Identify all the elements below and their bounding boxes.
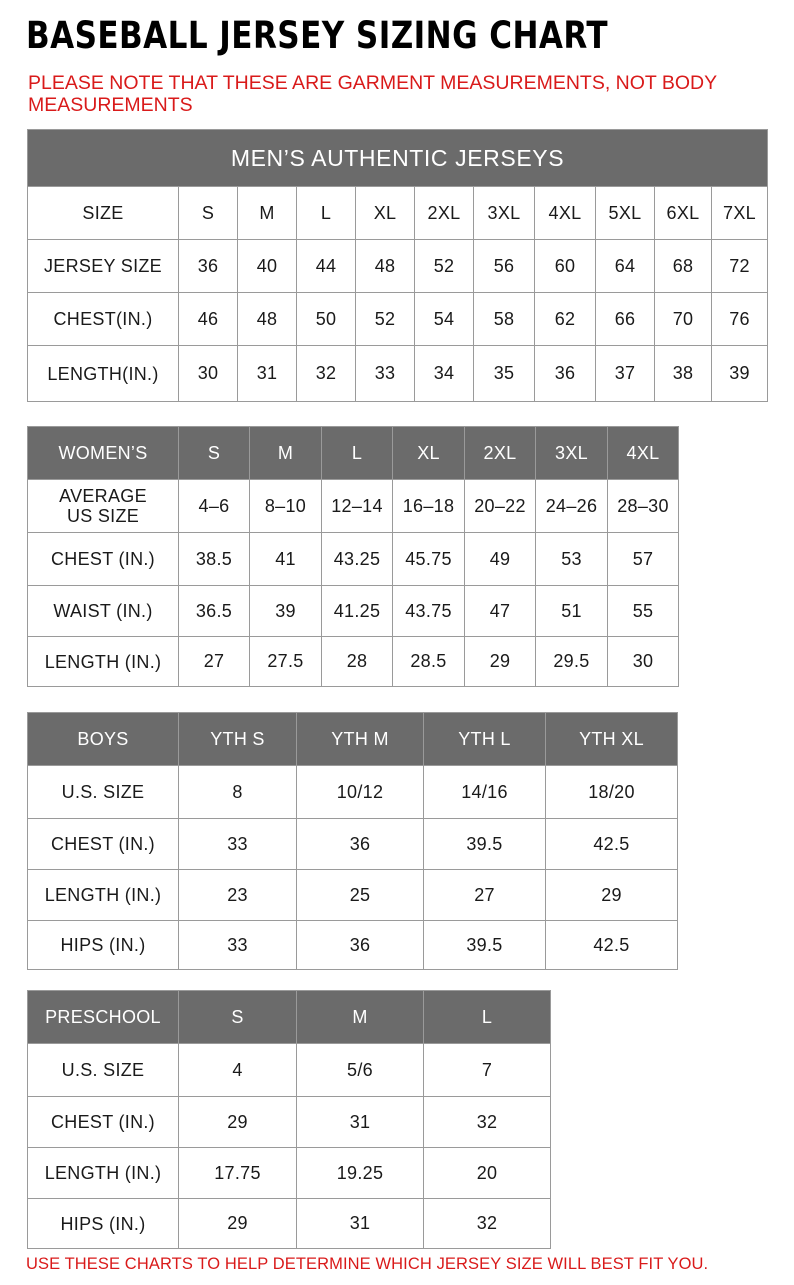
value-cell: 39	[250, 586, 322, 637]
size-cell: 60	[535, 240, 596, 293]
table-row	[28, 187, 768, 240]
row-label: SIZE	[28, 187, 179, 240]
size-cell: 66	[596, 293, 655, 346]
value-cell: 30	[608, 637, 679, 687]
row-label: U.S. SIZE	[28, 766, 179, 819]
size-cell: 4XL	[535, 187, 596, 240]
size-cell: 58	[474, 293, 535, 346]
size-cell: L	[297, 187, 356, 240]
table-row	[28, 293, 768, 346]
size-header: L	[322, 427, 393, 480]
value-cell: 53	[536, 533, 608, 586]
value-cell: 20–22	[465, 480, 536, 533]
value-cell: 8–10	[250, 480, 322, 533]
size-cell: 76	[712, 293, 768, 346]
page-title: BASEBALL JERSEY SIZING CHART	[26, 14, 608, 57]
mens-authentic-table	[27, 129, 768, 402]
value-cell: 8	[179, 766, 297, 819]
value-cell: 42.5	[546, 921, 678, 970]
size-cell: 44	[297, 240, 356, 293]
value-cell: 29	[179, 1097, 297, 1148]
table-row	[28, 819, 678, 870]
size-header: M	[297, 991, 424, 1044]
size-cell: 52	[356, 293, 415, 346]
value-cell: 39.5	[424, 819, 546, 870]
value-cell: 29	[179, 1199, 297, 1249]
value-cell: 33	[179, 921, 297, 970]
value-cell: 57	[608, 533, 679, 586]
value-cell: 25	[297, 870, 424, 921]
value-cell: 51	[536, 586, 608, 637]
size-header: 3XL	[536, 427, 608, 480]
size-cell: M	[238, 187, 297, 240]
size-cell: 62	[535, 293, 596, 346]
row-label: LENGTH (IN.)	[28, 1148, 179, 1199]
row-label: LENGTH (IN.)	[28, 637, 179, 687]
header-row	[28, 991, 551, 1044]
size-header: 2XL	[465, 427, 536, 480]
value-cell: 7	[424, 1044, 551, 1097]
size-header: L	[424, 991, 551, 1044]
value-cell: 28	[322, 637, 393, 687]
value-cell: 27	[424, 870, 546, 921]
value-cell: 4	[179, 1044, 297, 1097]
size-cell: 72	[712, 240, 768, 293]
size-cell: 70	[655, 293, 712, 346]
size-cell: 5XL	[596, 187, 655, 240]
value-cell: 10/12	[297, 766, 424, 819]
table-row	[28, 1148, 551, 1199]
size-cell: XL	[356, 187, 415, 240]
size-cell: 33	[356, 346, 415, 402]
row-label: LENGTH(IN.)	[28, 346, 179, 402]
size-cell: 35	[474, 346, 535, 402]
size-header: XL	[393, 427, 465, 480]
table-row	[28, 346, 768, 402]
size-cell: 64	[596, 240, 655, 293]
size-cell: 56	[474, 240, 535, 293]
boys-table	[27, 712, 678, 970]
value-cell: 41	[250, 533, 322, 586]
value-cell: 27	[179, 637, 250, 687]
value-cell: 33	[179, 819, 297, 870]
row-label: HIPS (IN.)	[28, 1199, 179, 1249]
value-cell: 24–26	[536, 480, 608, 533]
value-cell: 32	[424, 1097, 551, 1148]
table-row	[28, 870, 678, 921]
size-cell: 37	[596, 346, 655, 402]
mens-table-title: MEN’S AUTHENTIC JERSEYS	[28, 130, 768, 187]
size-header: M	[250, 427, 322, 480]
table-label-header: WOMEN’S	[28, 427, 179, 480]
size-cell: 36	[535, 346, 596, 402]
size-cell: 7XL	[712, 187, 768, 240]
size-cell: 31	[238, 346, 297, 402]
size-header: S	[179, 427, 250, 480]
table-label-header: BOYS	[28, 713, 179, 766]
size-cell: 38	[655, 346, 712, 402]
table-row	[28, 921, 678, 970]
size-cell: 2XL	[415, 187, 474, 240]
value-cell: 43.25	[322, 533, 393, 586]
size-cell: 48	[238, 293, 297, 346]
size-header: 4XL	[608, 427, 679, 480]
preschool-table	[27, 990, 551, 1249]
value-cell: 31	[297, 1199, 424, 1249]
footer-note: USE THESE CHARTS TO HELP DETERMINE WHICH JERSEY SIZE WILL BEST FIT YOU.	[26, 1255, 709, 1273]
table-row	[28, 1097, 551, 1148]
value-cell: 28–30	[608, 480, 679, 533]
size-header: YTH M	[297, 713, 424, 766]
row-label: CHEST(IN.)	[28, 293, 179, 346]
size-cell: 40	[238, 240, 297, 293]
value-cell: 23	[179, 870, 297, 921]
row-label: U.S. SIZE	[28, 1044, 179, 1097]
value-cell: 32	[424, 1199, 551, 1249]
row-label: CHEST (IN.)	[28, 819, 179, 870]
size-cell: 48	[356, 240, 415, 293]
garment-measurement-note: PLEASE NOTE THAT THESE ARE GARMENT MEASUREMENTS, NOT BODY MEASUREMENTS	[28, 72, 717, 116]
row-label: AVERAGE US SIZE	[28, 480, 179, 533]
size-cell: 3XL	[474, 187, 535, 240]
row-label: CHEST (IN.)	[28, 533, 179, 586]
row-label: HIPS (IN.)	[28, 921, 179, 970]
size-cell: 52	[415, 240, 474, 293]
value-cell: 41.25	[322, 586, 393, 637]
size-cell: 39	[712, 346, 768, 402]
row-label: WAIST (IN.)	[28, 586, 179, 637]
header-row	[28, 427, 679, 480]
table-row	[28, 533, 679, 586]
size-cell: 50	[297, 293, 356, 346]
value-cell: 31	[297, 1097, 424, 1148]
value-cell: 47	[465, 586, 536, 637]
value-cell: 36	[297, 921, 424, 970]
value-cell: 29	[465, 637, 536, 687]
value-cell: 19.25	[297, 1148, 424, 1199]
table-row	[28, 1199, 551, 1249]
size-header: YTH L	[424, 713, 546, 766]
size-header: YTH S	[179, 713, 297, 766]
table-row	[28, 240, 768, 293]
size-cell: 30	[179, 346, 238, 402]
size-header: S	[179, 991, 297, 1044]
value-cell: 45.75	[393, 533, 465, 586]
size-header: YTH XL	[546, 713, 678, 766]
value-cell: 27.5	[250, 637, 322, 687]
size-cell: 46	[179, 293, 238, 346]
womens-table	[27, 426, 679, 687]
value-cell: 36	[297, 819, 424, 870]
value-cell: 43.75	[393, 586, 465, 637]
value-cell: 38.5	[179, 533, 250, 586]
value-cell: 49	[465, 533, 536, 586]
table-row	[28, 586, 679, 637]
size-cell: S	[179, 187, 238, 240]
value-cell: 55	[608, 586, 679, 637]
table-row	[28, 480, 679, 533]
value-cell: 28.5	[393, 637, 465, 687]
table-row	[28, 637, 679, 687]
row-label: JERSEY SIZE	[28, 240, 179, 293]
value-cell: 12–14	[322, 480, 393, 533]
size-cell: 54	[415, 293, 474, 346]
value-cell: 4–6	[179, 480, 250, 533]
row-label: CHEST (IN.)	[28, 1097, 179, 1148]
size-cell: 34	[415, 346, 474, 402]
row-label: LENGTH (IN.)	[28, 870, 179, 921]
table-row	[28, 766, 678, 819]
value-cell: 18/20	[546, 766, 678, 819]
value-cell: 14/16	[424, 766, 546, 819]
value-cell: 17.75	[179, 1148, 297, 1199]
value-cell: 5/6	[297, 1044, 424, 1097]
value-cell: 29	[546, 870, 678, 921]
size-cell: 32	[297, 346, 356, 402]
size-cell: 36	[179, 240, 238, 293]
value-cell: 42.5	[546, 819, 678, 870]
size-cell: 68	[655, 240, 712, 293]
value-cell: 36.5	[179, 586, 250, 637]
value-cell: 29.5	[536, 637, 608, 687]
value-cell: 20	[424, 1148, 551, 1199]
table-row	[28, 1044, 551, 1097]
header-row	[28, 713, 678, 766]
size-cell: 6XL	[655, 187, 712, 240]
table-label-header: PRESCHOOL	[28, 991, 179, 1044]
value-cell: 39.5	[424, 921, 546, 970]
value-cell: 16–18	[393, 480, 465, 533]
